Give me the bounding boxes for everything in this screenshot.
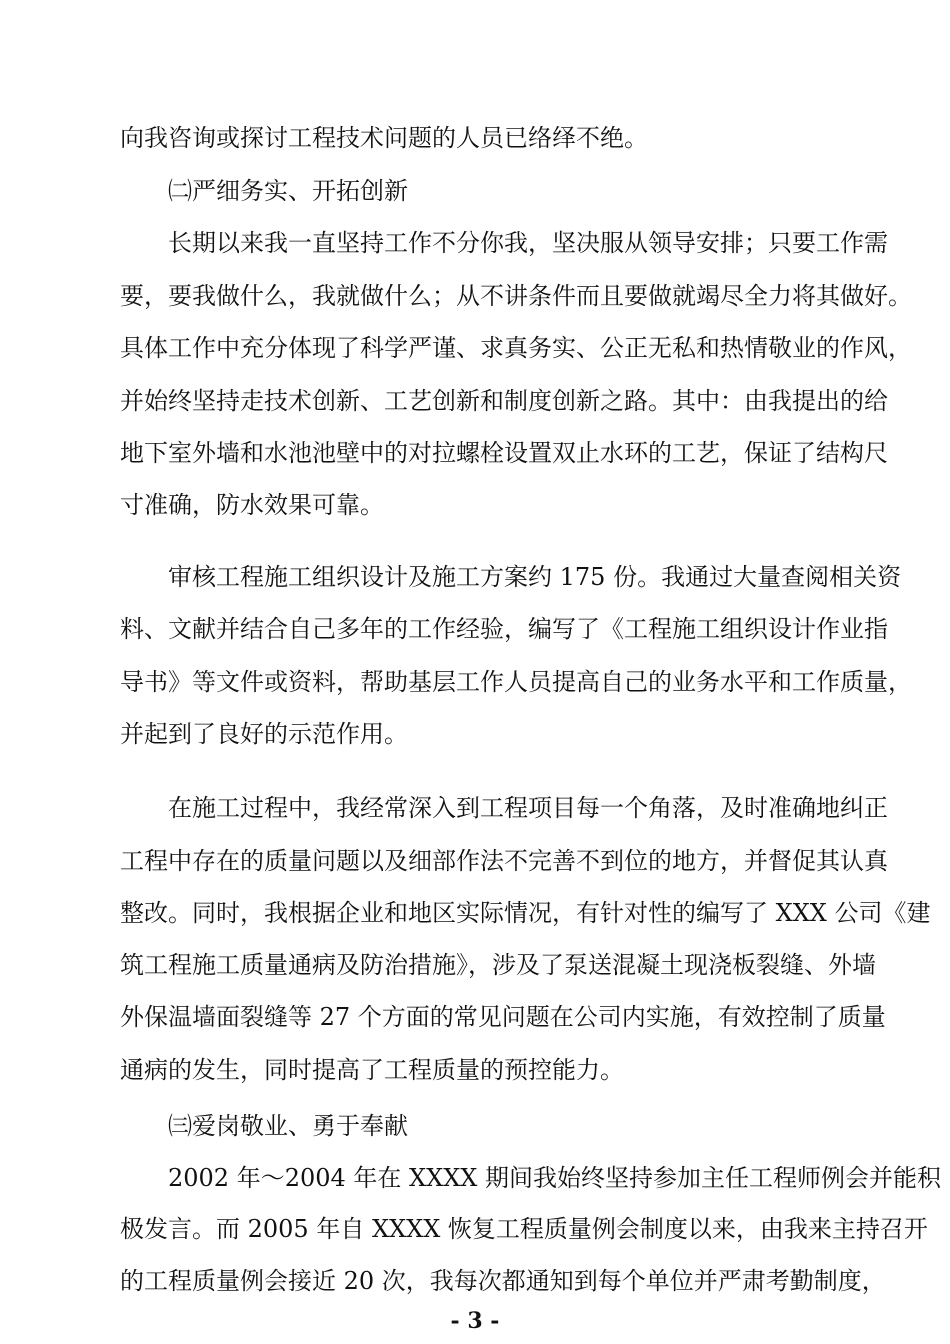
paragraph-line: 导书》等文件或资料，帮助基层工作人员提高自己的业务水平和工作质量， (120, 668, 912, 696)
paragraph-line: 向我咨询或探讨工程技术问题的人员已络绎不绝。 (120, 124, 648, 152)
paragraph-line: 并起到了良好的示范作用。 (120, 720, 408, 748)
section-heading: ㈢爱岗敬业、勇于奉献 (168, 1112, 408, 1140)
paragraph-line: 要，要我做什么，我就做什么；从不讲条件而且要做就竭尽全力将其做好。 (120, 282, 912, 310)
paragraph-line: 外保温墙面裂缝等 27 个方面的常见问题在公司内实施，有效控制了质量 (120, 1003, 886, 1031)
paragraph-line: 2002 年～2004 年在 XXXX 期间我始终坚持参加主任工程师例会并能积 (168, 1164, 942, 1192)
paragraph-line: 具体工作中充分体现了科学严谨、求真务实、公正无私和热情敬业的作风， (120, 334, 912, 362)
paragraph-line: 地下室外墙和水池池壁中的对拉螺栓设置双止水环的工艺，保证了结构尺 (120, 439, 888, 467)
paragraph-line: 审核工程施工组织设计及施工方案约 175 份。我通过大量查阅相关资 (168, 563, 902, 591)
paragraph-line: 极发言。而 2005 年自 XXXX 恢复工程质量例会制度以来，由我来主持召开 (120, 1215, 928, 1243)
paragraph-line: 寸准确，防水效果可靠。 (120, 491, 384, 519)
paragraph-line: 料、文献并结合自己多年的工作经验，编写了《工程施工组织设计作业指 (120, 615, 888, 643)
paragraph-line: 在施工过程中，我经常深入到工程项目每一个角落，及时准确地纠正 (168, 794, 888, 822)
paragraph-line: 整改。同时，我根据企业和地区实际情况，有针对性的编写了 XXX 公司《建 (120, 899, 931, 927)
paragraph-line: 长期以来我一直坚持工作不分你我，坚决服从领导安排；只要工作需 (168, 229, 888, 257)
section-heading: ㈡严细务实、开拓创新 (168, 177, 408, 205)
paragraph-line: 并始终坚持走技术创新、工艺创新和制度创新之路。其中：由我提出的给 (120, 387, 888, 415)
paragraph-line: 筑工程施工质量通病及防治措施》，涉及了泵送混凝土现浇板裂缝、外墙 (120, 951, 876, 979)
paragraph-line: 的工程质量例会接近 20 次，我每次都通知到每个单位并严肃考勤制度， (120, 1267, 886, 1295)
paragraph-line: 通病的发生，同时提高了工程质量的预控能力。 (120, 1056, 624, 1084)
paragraph-line: 工程中存在的质量问题以及细部作法不完善不到位的地方，并督促其认真 (120, 847, 888, 875)
page-number: - 3 - (450, 1308, 500, 1334)
